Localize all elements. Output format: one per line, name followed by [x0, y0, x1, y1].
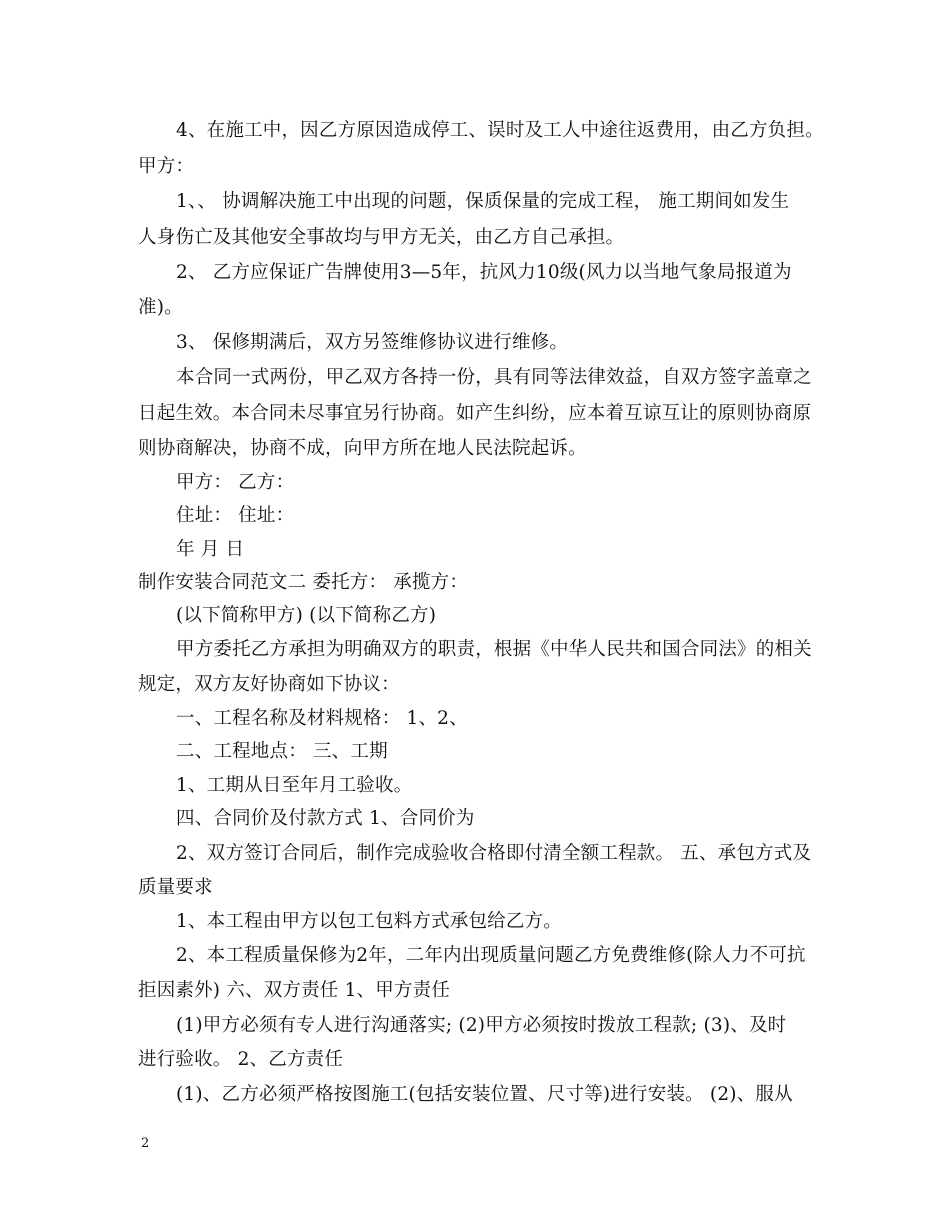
text-line: 住址： 住址：	[176, 505, 295, 526]
text-line: 4、在施工中，因乙方原因造成停工、误时及工人中途往返费用，由乙方负担。	[176, 120, 824, 141]
text-line: (1)、乙方必须严格按图施工(包括安装位置、尺寸等)进行安装。 (2)、服从	[176, 1084, 793, 1105]
text-line: 甲方：	[138, 156, 195, 177]
text-line: 拒因素外) 六、双方责任 1、甲方责任	[138, 980, 451, 1001]
text-line: 准)。	[138, 297, 183, 318]
text-line: 则协商解决，协商不成，向甲方所在地人民法院起诉。	[138, 438, 587, 459]
text-line: 日起生效。本合同未尽事宜另行协商。如产生纠纷，应本着互谅互让的原则协商原	[138, 403, 812, 424]
text-line: 质量要求	[138, 877, 213, 898]
text-line: (以下简称甲方) (以下简称乙方)	[176, 605, 437, 626]
text-line: 2、双方签订合同后，制作完成验收合格即付清全额工程款。 五、承包方式及	[176, 843, 812, 864]
text-line: 年 月 日	[176, 539, 245, 560]
text-line: 1、工期从日至年月工验收。	[176, 775, 413, 796]
text-line: 甲方： 乙方：	[176, 472, 295, 493]
text-line: 1、、 协调解决施工中出现的问题，保质保量的完成工程， 施工期间如发生	[176, 191, 790, 212]
text-line: 3、 保修期满后，双方另签维修协议进行维修。	[176, 332, 569, 353]
text-line: 甲方委托乙方承担为明确双方的职责，根据《中华人民共和国合同法》的相关	[176, 639, 812, 660]
text-line: 人身伤亡及其他安全事故均与甲方无关，由乙方自己承担。	[138, 227, 625, 248]
text-line: 2、本工程质量保修为2年，二年内出现质量问题乙方免费维修(除人力不可抗	[176, 945, 806, 966]
page-number: 2	[141, 1136, 150, 1151]
text-line: 规定，双方友好协商如下协议：	[138, 674, 400, 695]
text-line: 制作安装合同范文二 委托方： 承揽方：	[138, 572, 469, 593]
text-line: 四、合同价及付款方式 1、合同价为	[176, 808, 475, 829]
text-line: 二、工程地点： 三、工期	[176, 741, 388, 762]
text-line: 一、工程名称及材料规格： 1、2、	[176, 708, 468, 729]
text-line: (1)甲方必须有专人进行沟通落实; (2)甲方必须按时拨放工程款; (3)、及时	[176, 1015, 787, 1036]
text-line: 进行验收。 2、乙方责任	[138, 1049, 344, 1070]
text-line: 2、 乙方应保证广告牌使用3—5年，抗风力10级(风力以当地气象局报道为	[176, 262, 792, 283]
text-line: 本合同一式两份，甲乙双方各持一份，具有同等法律效益，自双方签字盖章之	[176, 367, 812, 388]
text-line: 1、本工程由甲方以包工包料方式承包给乙方。	[176, 911, 562, 932]
